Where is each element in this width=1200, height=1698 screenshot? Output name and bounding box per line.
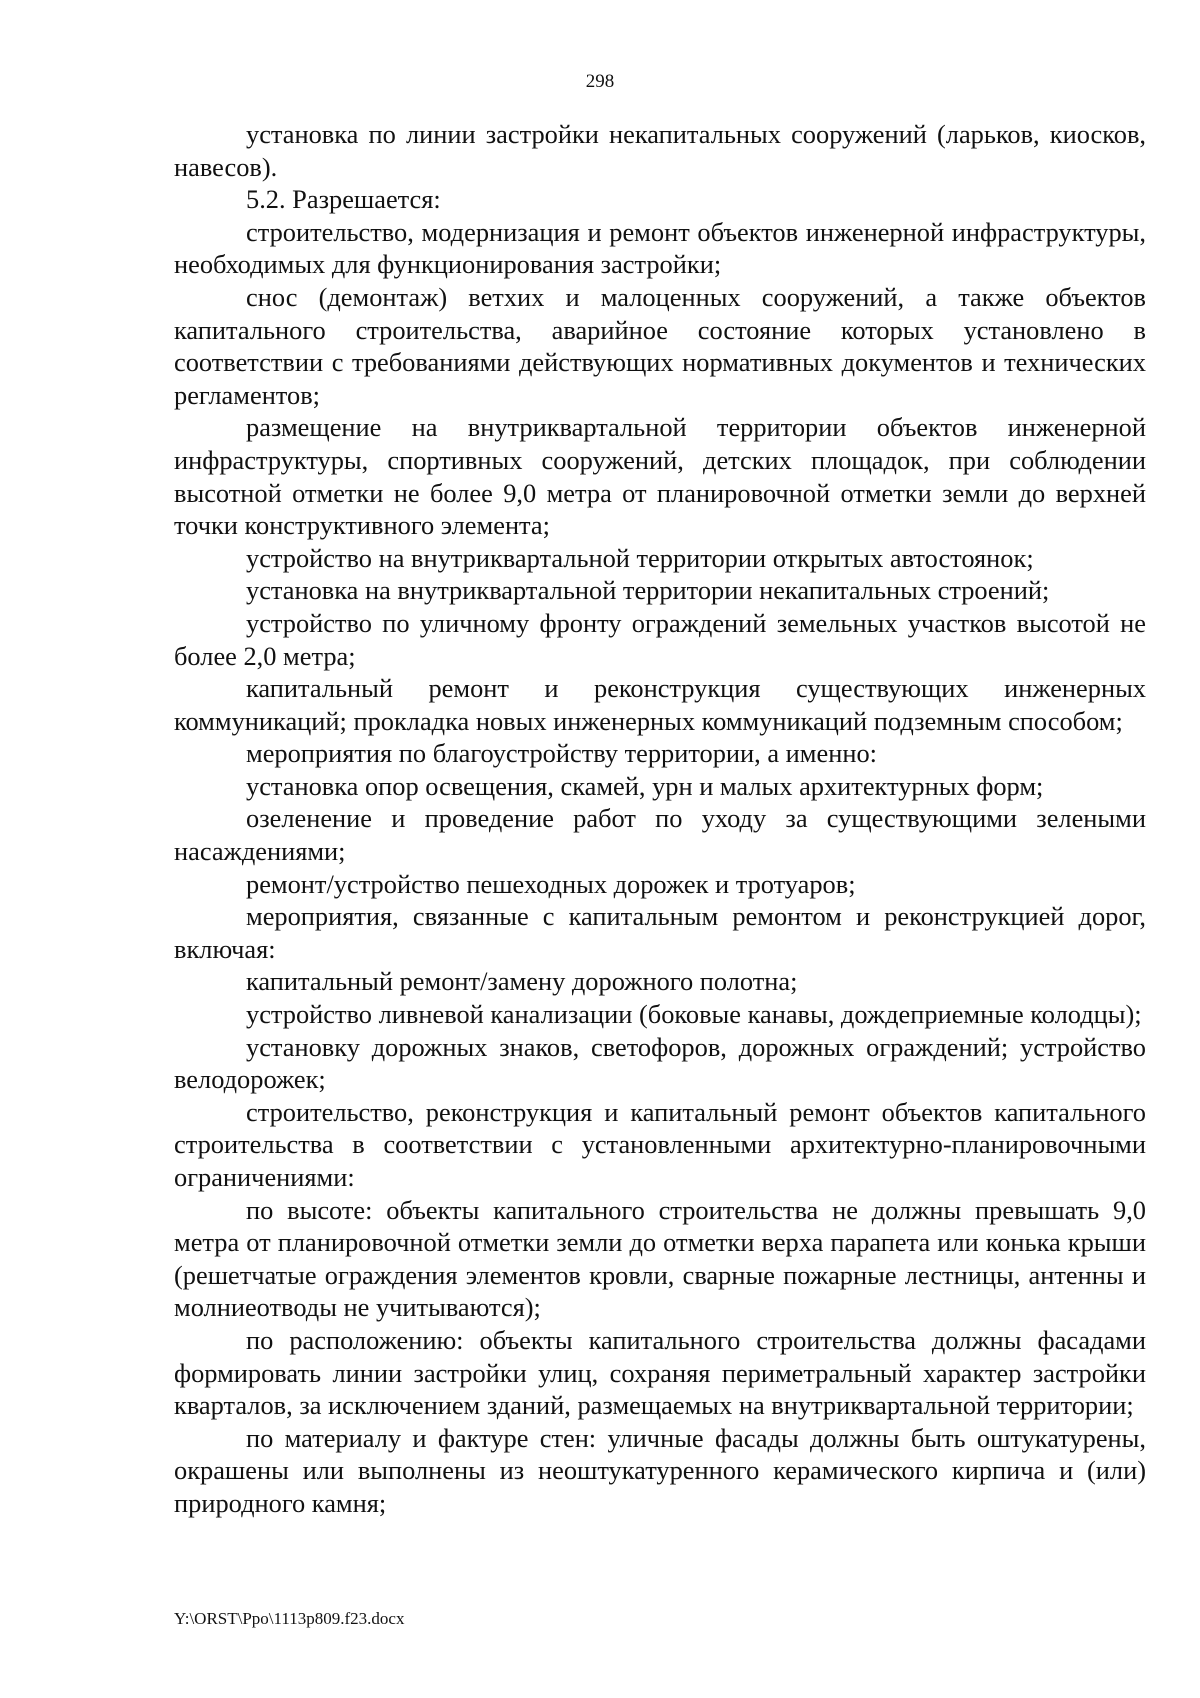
paragraph: размещение на внутриквартальной территории объектов инженерной инфраструктуры, спортивных сооружений, детских площадок, при соблюдении высотной отметки не более 9,0 метра от планировочной отметки земли до верхней точки конструктивного элемента; — [174, 412, 1146, 541]
paragraph: капитальный ремонт и реконструкция существующих инженерных коммуникаций; прокладка новых инженерных коммуникаций подземным способом; — [174, 673, 1146, 736]
paragraph: строительство, модернизация и ремонт объектов инженерной инфраструктуры, необходимых для функционирования застройки; — [174, 216, 1146, 280]
paragraph: мероприятия по благоустройству территории, а именно: — [246, 738, 877, 769]
paragraph: устройство по уличному фронту ограждений земельных участков высотой не более 2,0 метра; — [174, 607, 1146, 671]
paragraph: установку дорожных знаков, светофоров, дорожных ограждений; устройство велодорожек; — [174, 1031, 1146, 1095]
paragraph: снос (демонтаж) ветхих и малоценных сооружений, а также объектов капитального строительства, аварийное состояние которых установлено в соответствии с требованиями действующих нормативных документов и технических регламентов; — [174, 281, 1146, 410]
paragraph: установка на внутриквартальной территории некапитальных строений; — [246, 575, 1050, 606]
paragraph: капитальный ремонт/замену дорожного полотна; — [246, 966, 798, 997]
document-body — [174, 118, 1146, 1520]
page-number: 298 — [585, 71, 615, 92]
paragraph: установка по линии застройки некапитальных сооружений (ларьков, киосков, навесов). — [174, 119, 1146, 182]
paragraph: по высоте: объекты капитального строительства не должны превышать 9,0 метра от планировочной отметки земли до отметки верха парапета или конька крыши (решетчатые ограждения элементов кровли, сварные пожарные лестницы, антенны и молниеотводы не учитываются); — [174, 1194, 1146, 1323]
paragraph: ремонт/устройство пешеходных дорожек и тротуаров; — [246, 868, 856, 899]
paragraph: по материалу и фактуре стен: уличные фасады должны быть оштукатурены, окрашены или выполнены из неоштукатуренного керамического кирпича и (или) природного камня; — [174, 1422, 1146, 1518]
paragraph: строительство, реконструкция и капитальный ремонт объектов капитального строительства в соответствии с установленными архитектурно-планировочными ограничениями: — [174, 1096, 1146, 1192]
paragraph: озеленение и проведение работ по уходу за существующими зелеными насаждениями; — [174, 803, 1146, 867]
footer-file-path: Y:\ORST\Ppo\1113p809.f23.docx — [174, 1609, 405, 1628]
paragraph: установка опор освещения, скамей, урн и малых архитектурных форм; — [246, 770, 1044, 801]
paragraph: устройство ливневой канализации (боковые канавы, дождеприемные колодцы); — [246, 999, 1142, 1030]
paragraph: устройство на внутриквартальной территории открытых автостоянок; — [246, 542, 1034, 573]
section-heading: 5.2. Разрешается: — [246, 184, 441, 215]
paragraph: мероприятия, связанные с капитальным ремонтом и реконструкцией дорог, включая: — [174, 901, 1146, 964]
paragraph: по расположению: объекты капитального строительства должны фасадами формировать линии застройки улиц, сохраняя периметральный характер застройки кварталов, за исключением зданий, размещаемых на внутриквартальной территории; — [174, 1324, 1146, 1421]
